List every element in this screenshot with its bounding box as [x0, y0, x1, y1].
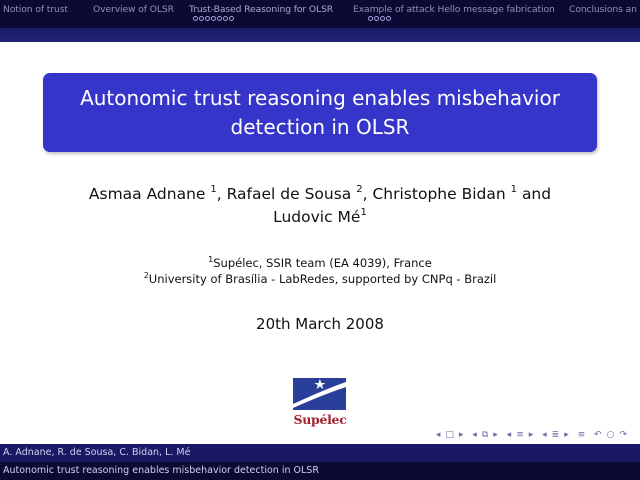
- nav-prev-subsection-icon[interactable]: ◂: [472, 430, 478, 440]
- nav-section-example-attack[interactable]: Example of attack Hello message fabrication: [353, 4, 555, 15]
- affiliation-mark: 2: [143, 271, 149, 280]
- logo-wordmark: Supélec: [293, 412, 347, 427]
- author-affiliation-mark: 2: [356, 184, 363, 195]
- affiliation-text: University of Brasília - LabRedes, supported by CNPq - Brazil: [148, 272, 497, 286]
- author-conjunction: and: [521, 185, 552, 203]
- footer-authors: A. Adnane, R. de Sousa, C. Bidan, L. Mé: [3, 447, 191, 458]
- author-affiliation-mark: 1: [360, 207, 367, 218]
- nav-section-conclusions[interactable]: Conclusions an: [569, 4, 637, 15]
- subsection-icon[interactable]: ⧉: [481, 430, 490, 440]
- author-affiliation-mark: 1: [210, 184, 217, 195]
- footer-title: Autonomic trust reasoning enables misbehavior detection in OLSR: [3, 465, 319, 476]
- subsection-dots-trust-based[interactable]: [193, 15, 235, 23]
- appendix-icon[interactable]: ≣: [551, 430, 561, 440]
- affiliation-line: [100, 271, 540, 287]
- page-title: Autonomic trust reasoning enables misbehavior detection in OLSR: [80, 85, 560, 139]
- affiliation-mark: 1: [208, 255, 214, 264]
- nav-section-trust-based-reasoning[interactable]: Trust-Based Reasoning for OLSR: [189, 4, 334, 15]
- subsection-dots-example-attack[interactable]: [368, 15, 392, 23]
- affiliation-line: [100, 255, 540, 271]
- nav-section-overview-olsr[interactable]: Overview of OLSR: [93, 4, 174, 15]
- supelec-logo: [290, 378, 350, 434]
- search-forward-icon[interactable]: ↷: [619, 430, 628, 440]
- authors-block: Asmaa Adnane $^1$, Rafael de Sousa $^2$, Christophe Bidan $^1$ and Ludovic $Mé^1$: [88, 184, 552, 226]
- footer-authors-bar: [0, 444, 640, 462]
- beamer-navigation-controls: [434, 430, 630, 440]
- nav-section-notion-of-trust[interactable]: Notion of trust: [3, 4, 68, 15]
- affiliations-block: [100, 255, 540, 287]
- footer-title-bar: [0, 462, 640, 480]
- author-name: Asmaa Adnane: [88, 185, 206, 203]
- section-icon[interactable]: ≡: [516, 430, 525, 440]
- author-affiliation-mark: 1: [510, 184, 517, 195]
- nav-next-appendix-icon[interactable]: ▸: [564, 430, 570, 440]
- search-back-icon[interactable]: ↶: [594, 430, 603, 440]
- presentation-date: 20th March 2008: [256, 315, 384, 333]
- nav-next-section-icon[interactable]: ▸: [528, 430, 535, 440]
- title-box: [43, 73, 597, 152]
- nav-prev-section-icon[interactable]: ◂: [506, 430, 513, 440]
- nav-prev-frame-icon[interactable]: ◂: [435, 430, 442, 440]
- align-icon[interactable]: ≡: [577, 430, 587, 440]
- search-icon[interactable]: ○: [606, 430, 616, 440]
- nav-prev-appendix-icon[interactable]: ◂: [542, 430, 548, 440]
- nav-next-frame-icon[interactable]: ▸: [458, 430, 465, 440]
- section-navigation-bar: [0, 0, 640, 42]
- logo-emblem-icon: [293, 378, 346, 410]
- nav-next-subsection-icon[interactable]: ▸: [493, 430, 499, 440]
- author-name: Christophe Bidan: [372, 185, 506, 203]
- author-name: Ludovic Mé: [273, 208, 361, 226]
- author-name: Rafael de Sousa: [226, 185, 352, 203]
- frame-icon[interactable]: □: [445, 430, 455, 440]
- affiliation-text: Supélec, SSIR team (EA 4039), France: [213, 256, 432, 270]
